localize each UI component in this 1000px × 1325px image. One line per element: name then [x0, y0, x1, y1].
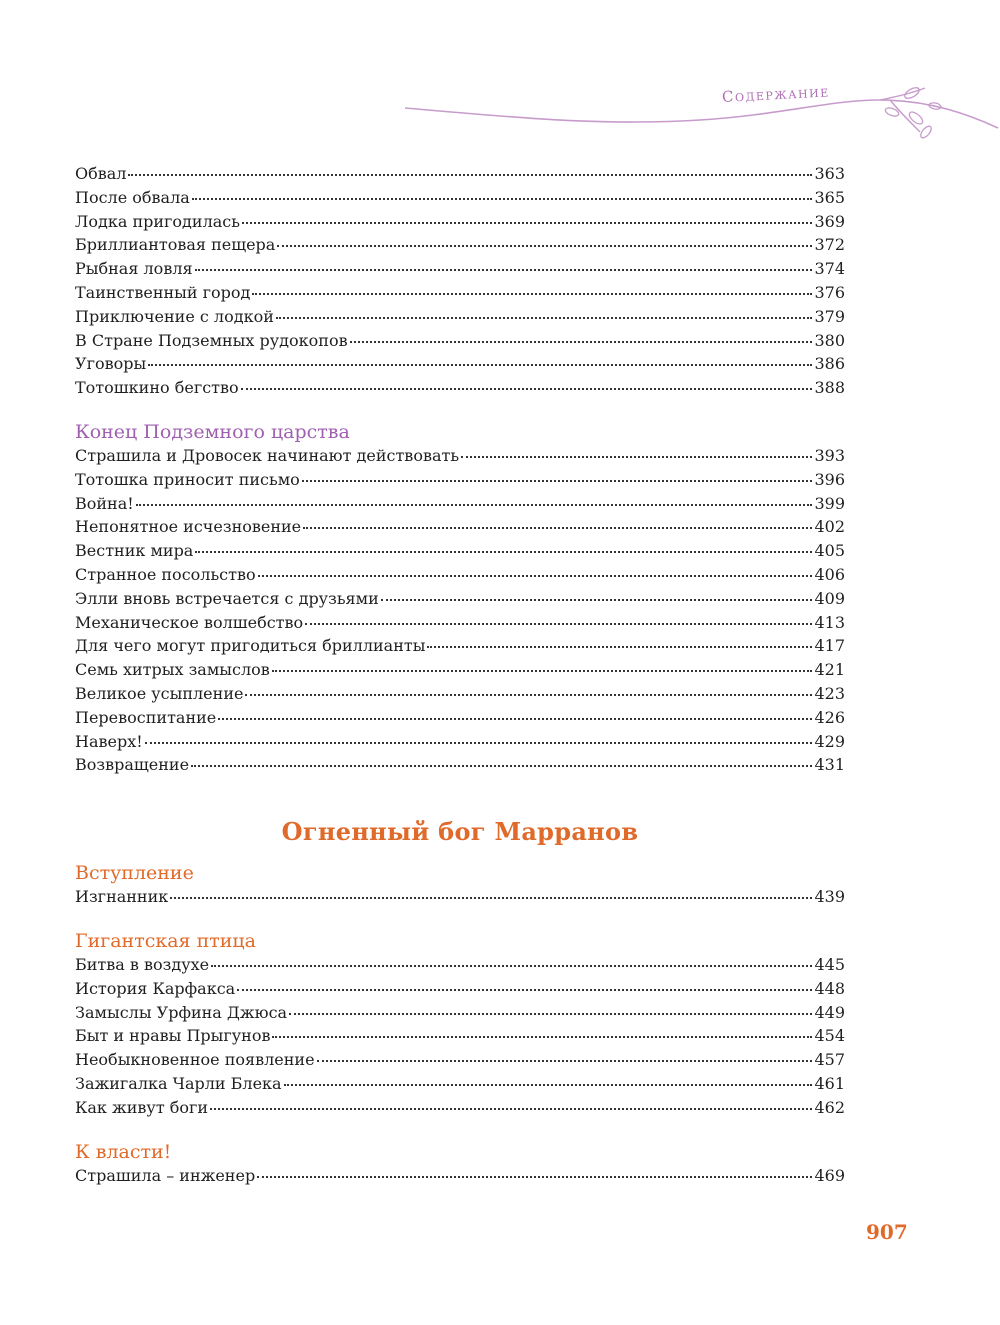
toc-entry[interactable]: [75, 352, 845, 376]
toc-entry[interactable]: [75, 1001, 845, 1025]
toc-entry-page: 449: [814, 1002, 845, 1022]
dot-leader: [192, 197, 813, 200]
toc-entry[interactable]: [75, 953, 845, 977]
toc-entry-title: Изгнанник: [75, 887, 169, 907]
toc-entry-title: Уговоры: [75, 354, 147, 374]
toc-entry-page: 421: [814, 660, 845, 680]
toc-entry-title: Быт и нравы Прыгунов: [75, 1026, 271, 1046]
header-vine-ornament: [0, 0, 1000, 150]
part-title: Огненный бог Марранов: [281, 817, 639, 847]
toc-entry-title: Рыбная ловля: [75, 259, 193, 279]
toc-entry-page: 462: [814, 1097, 845, 1117]
dot-leader: [276, 316, 813, 319]
dot-leader: [145, 741, 813, 744]
dot-leader: [317, 1059, 813, 1062]
toc-group-4: [75, 953, 845, 1120]
toc-entry[interactable]: [75, 1164, 845, 1188]
section-heading-giant-bird: Гигантская птица: [75, 929, 256, 952]
dot-leader: [245, 693, 812, 696]
toc-entry[interactable]: [75, 444, 845, 468]
toc-entry[interactable]: [75, 1096, 845, 1120]
toc-entry-title: Семь хитрых замыслов: [75, 660, 270, 680]
toc-entry-page: 376: [814, 282, 845, 302]
toc-entry-page: 457: [814, 1050, 845, 1070]
toc-entry[interactable]: [75, 539, 845, 563]
table-of-contents: [75, 162, 845, 1187]
toc-entry-page: 396: [814, 469, 845, 489]
toc-entry-page: 445: [814, 954, 845, 974]
toc-entry-title: Вестник мира: [75, 541, 194, 561]
toc-entry-title: В Стране Подземных рудокопов: [75, 330, 348, 350]
toc-entry-title: Перевоспитание: [75, 707, 217, 727]
toc-entry[interactable]: [75, 658, 845, 682]
toc-entry-title: Бриллиантовая пещера: [75, 235, 276, 255]
toc-group-1: [75, 162, 845, 400]
toc-entry-page: 448: [814, 978, 845, 998]
toc-entry[interactable]: [75, 1072, 845, 1096]
toc-entry-page: 406: [814, 564, 845, 584]
dot-leader: [427, 645, 812, 648]
toc-entry[interactable]: [75, 587, 845, 611]
toc-entry-page: 365: [814, 187, 845, 207]
running-header-title: Содержание: [721, 82, 831, 106]
dot-leader: [272, 669, 813, 672]
toc-entry-page: 454: [814, 1026, 845, 1046]
dot-leader: [211, 964, 812, 967]
toc-entry-page: 380: [814, 330, 845, 350]
toc-entry[interactable]: [75, 1048, 845, 1072]
toc-entry-page: 388: [814, 378, 845, 398]
toc-entry-title: Как живут боги: [75, 1097, 209, 1117]
toc-entry[interactable]: [75, 977, 845, 1001]
toc-entry-title: Тотошка приносит письмо: [75, 469, 300, 489]
toc-entry-title: Таинственный город: [75, 282, 251, 302]
toc-entry[interactable]: [75, 257, 845, 281]
toc-entry[interactable]: [75, 515, 845, 539]
toc-entry-page: 409: [814, 588, 845, 608]
page-number: 907: [866, 1220, 908, 1244]
toc-entry[interactable]: [75, 210, 845, 234]
toc-entry-title: Лодка пригодилась: [75, 211, 240, 231]
dot-leader: [461, 455, 812, 458]
toc-entry-page: 386: [814, 354, 845, 374]
toc-entry[interactable]: [75, 329, 845, 353]
toc-entry-title: Замыслы Урфина Джюса: [75, 1002, 288, 1022]
toc-entry-title: Элли вновь встречается с друзьями: [75, 588, 379, 608]
toc-entry[interactable]: [75, 281, 845, 305]
toc-entry[interactable]: [75, 706, 845, 730]
toc-entry-page: 369: [814, 211, 845, 231]
toc-entry-page: 405: [814, 541, 845, 561]
section-heading-to-power: К власти!: [75, 1140, 172, 1163]
section-heading-underground-end: Конец Подземного царства: [75, 420, 350, 443]
toc-entry-title: Великое усыпление: [75, 683, 244, 703]
dot-leader: [241, 387, 813, 390]
toc-entry-page: 439: [814, 887, 845, 907]
toc-entry-page: 431: [814, 755, 845, 775]
toc-entry-page: 393: [814, 445, 845, 465]
toc-entry[interactable]: [75, 492, 845, 516]
toc-entry[interactable]: [75, 305, 845, 329]
toc-entry-title: Странное посольство: [75, 564, 256, 584]
toc-entry-title: Битва в воздухе: [75, 954, 210, 974]
toc-entry[interactable]: [75, 885, 845, 909]
toc-entry-page: 423: [814, 683, 845, 703]
toc-entry[interactable]: [75, 753, 845, 777]
section-heading-introduction: Вступление: [75, 862, 194, 885]
dot-leader: [272, 1035, 812, 1038]
toc-entry-title: Непонятное исчезновение: [75, 517, 302, 537]
dot-leader: [305, 622, 812, 625]
dot-leader: [258, 574, 813, 577]
toc-entry[interactable]: [75, 1024, 845, 1048]
toc-entry-title: Наверх!: [75, 731, 143, 751]
toc-entry[interactable]: [75, 611, 845, 635]
toc-entry[interactable]: [75, 233, 845, 257]
dot-leader: [210, 1107, 812, 1110]
toc-entry-page: 399: [814, 493, 845, 513]
toc-entry-title: Страшила и Дровосек начинают действовать: [75, 445, 460, 465]
dot-leader: [303, 526, 812, 529]
dot-leader: [284, 1083, 813, 1086]
toc-entry-page: 426: [814, 707, 845, 727]
toc-entry-title: Зажигалка Чарли Блека: [75, 1073, 282, 1093]
toc-entry-title: После обвала: [75, 187, 190, 207]
toc-entry-title: Возвращение: [75, 755, 190, 775]
dot-leader: [242, 221, 813, 224]
toc-entry-page: 429: [814, 731, 845, 751]
dot-leader: [191, 764, 812, 767]
dot-leader: [218, 717, 812, 720]
toc-entry-title: Механическое волшебство: [75, 612, 304, 632]
toc-entry-title: Для чего могут пригодиться бриллианты: [75, 636, 426, 656]
toc-entry-page: 469: [814, 1165, 845, 1185]
dot-leader: [350, 340, 813, 343]
toc-group-2: [75, 444, 845, 777]
toc-group-5: [75, 1164, 845, 1188]
toc-entry-title: Обвал: [75, 164, 127, 183]
dot-leader: [277, 244, 812, 247]
toc-entry-page: 372: [814, 235, 845, 255]
toc-entry-page: 379: [814, 306, 845, 326]
toc-entry-page: 363: [814, 164, 845, 183]
toc-entry[interactable]: [75, 634, 845, 658]
toc-entry[interactable]: [75, 468, 845, 492]
dot-leader: [195, 268, 813, 271]
dot-leader: [289, 1012, 812, 1015]
toc-entry-page: 402: [814, 517, 845, 537]
dot-leader: [302, 479, 813, 482]
dot-leader: [170, 896, 812, 899]
toc-entry[interactable]: [75, 162, 845, 186]
dot-leader: [257, 1175, 812, 1178]
toc-entry[interactable]: [75, 730, 845, 754]
toc-entry-title: Тотошкино бегство: [75, 378, 239, 398]
toc-entry-page: 417: [814, 636, 845, 656]
dot-leader: [195, 550, 812, 553]
toc-entry-page: 461: [814, 1073, 845, 1093]
dot-leader: [381, 598, 813, 601]
toc-entry-title: Приключение с лодкой: [75, 306, 274, 326]
toc-entry-title: Страшила – инженер: [75, 1165, 256, 1185]
toc-entry[interactable]: [75, 376, 845, 400]
dot-leader: [252, 292, 812, 295]
toc-entry-page: 413: [814, 612, 845, 632]
toc-entry-title: Необыкновенное появление: [75, 1050, 315, 1070]
dot-leader: [136, 503, 813, 506]
dot-leader: [237, 988, 812, 991]
toc-entry-page: 374: [814, 259, 845, 279]
dot-leader: [128, 173, 812, 176]
toc-group-3: [75, 885, 845, 909]
toc-entry-title: Война!: [75, 493, 134, 513]
toc-entry[interactable]: [75, 563, 845, 587]
dot-leader: [148, 363, 812, 366]
toc-entry[interactable]: [75, 682, 845, 706]
toc-entry[interactable]: [75, 186, 845, 210]
toc-entry-title: История Карфакса: [75, 978, 236, 998]
